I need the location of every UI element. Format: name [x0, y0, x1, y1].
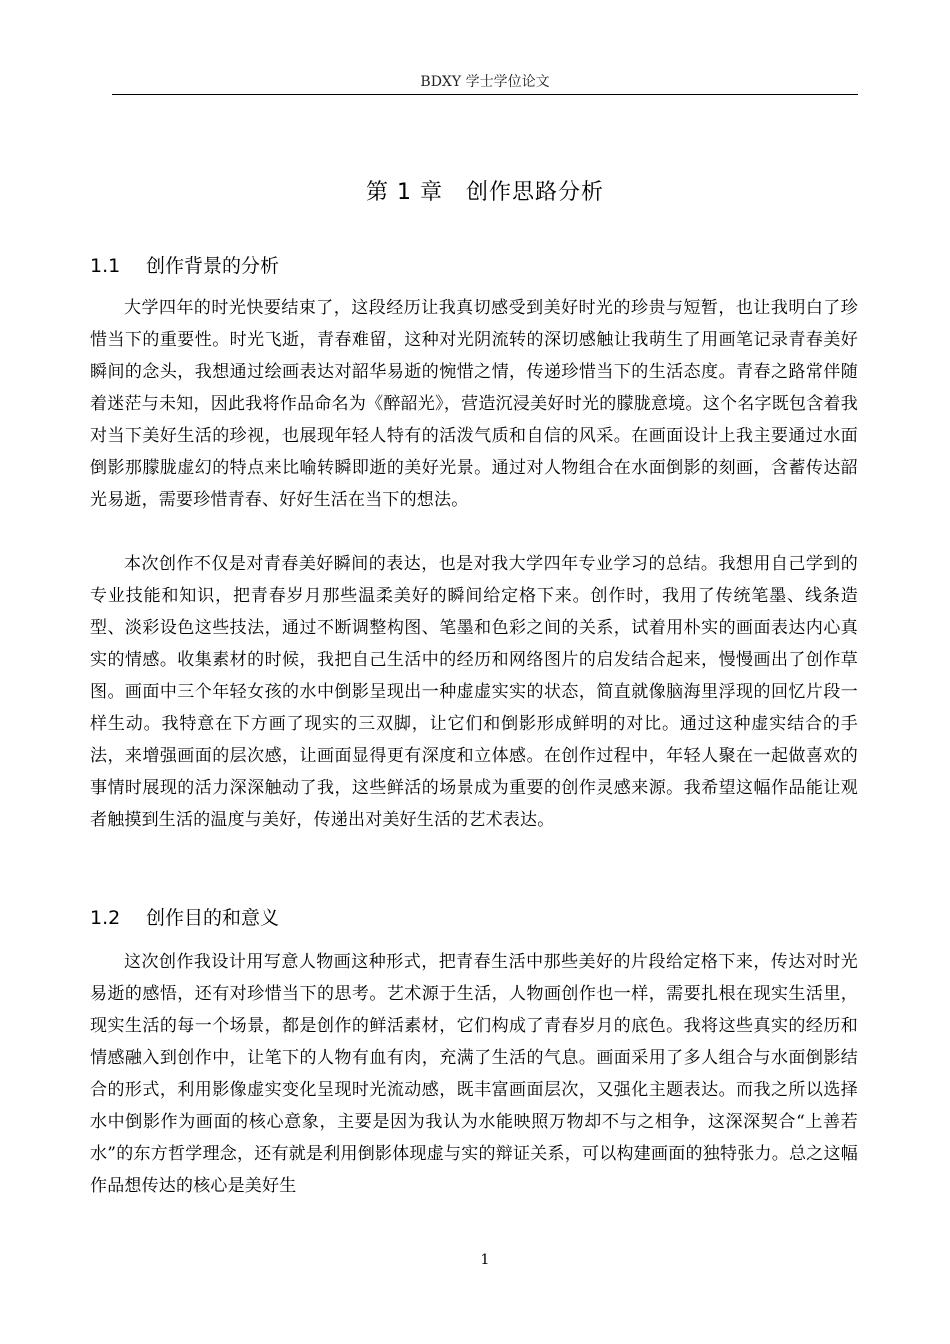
section-heading-1-1 [90, 251, 279, 281]
section-title: 创作背景的分析 [146, 255, 280, 277]
header-rule [112, 94, 858, 95]
section-heading-1-2 [90, 903, 279, 933]
page-number: 1 [480, 1252, 490, 1268]
section-number: 1.2 [90, 907, 121, 929]
paragraph-background-2: 本次创作不仅是对青春美好瞬间的表达，也是对我大学四年专业学习的总结。我想用自己学到的专业技能和知识，把青春岁月那些温柔美好的瞬间给定格下来。创作时，我用了传统笔墨、线条造型、淡彩设色这些技法，通过不断调整构图、笔墨和色彩之间的关系，试着用朴实的画面表达内心真实的情感。收集素材的时候，我把自己生活中的经历和网络图片的启发结合起来，慢慢画出了创作草图。画面中三个年轻女孩的水中倒影呈现出一种虚虚实实的状态，简直就像脑海里浮现的回忆片段一样生动。我特意在下方画了现实的三双脚，让它们和倒影形成鲜明的对比。通过这种虚实结合的手法，来增强画面的层次感，让画面显得更有深度和立体感。在创作过程中，年轻人聚在一起做喜欢的事情时展现的活力深深触动了我，这些鲜活的场景成为重要的创作灵感来源。我希望这幅作品能让观者触摸到生活的温度与美好，传递出对美好生活的艺术表达。 [90, 554, 858, 830]
chapter-title: 第 1 章 创作思路分析 [366, 180, 604, 205]
paragraph-purpose-1: 这次创作我设计用写意人物画这种形式，把青春生活中那些美好的片段给定格下来，传达对时光易逝的感悟，还有对珍惜当下的思考。艺术源于生活，人物画创作也一样，需要扎根在现实生活里，现实生活的每一个场景，都是创作的鲜活素材，它们构成了青春岁月的底色。我将这些真实的经历和情感融入到创作中，让笔下的人物有血有肉，充满了生活的气息。画面采用了多人组合与水面倒影结合的形式，利用影像虚实变化呈现时光流动感，既丰富画面层次，又强化主题表达。而我之所以选择水中倒影作为画面的核心意象，主要是因为我认为水能映照万物却不与之相争，这深深契合“上善若水”的东方哲学理念，还有就是利用倒影体现虚与实的辩证关系，可以构建画面的独特张力。总之这幅作品想传达的核心是美好生 [90, 952, 858, 1196]
section-title: 创作目的和意义 [146, 907, 280, 929]
running-header: BDXY 学士学位论文 [420, 74, 550, 90]
paragraph-background-1: 大学四年的时光快要结束了，这段经历让我真切感受到美好时光的珍贵与短暂，也让我明白了珍惜当下的重要性。时光飞逝，青春难留，这种对光阴流转的深切感触让我萌生了用画笔记录青春美好瞬间的念头，我想通过绘画表达对韶华易逝的惋惜之情，传递珍惜当下的生活态度。青春之路常伴随着迷茫与未知，因此我将作品命名为《醉韶光》，营造沉浸美好时光的朦胧意境。这个名字既包含着我对当下美好生活的珍视，也展现年轻人特有的活泼气质和自信的风采。在画面设计上我主要通过水面倒影那朦胧虚幻的特点来比喻转瞬即逝的美好光景。通过对人物组合在水面倒影的刻画，含蓄传达韶光易逝，需要珍惜青春、好好生活在当下的想法。 [90, 298, 858, 510]
section-number: 1.1 [90, 255, 121, 277]
